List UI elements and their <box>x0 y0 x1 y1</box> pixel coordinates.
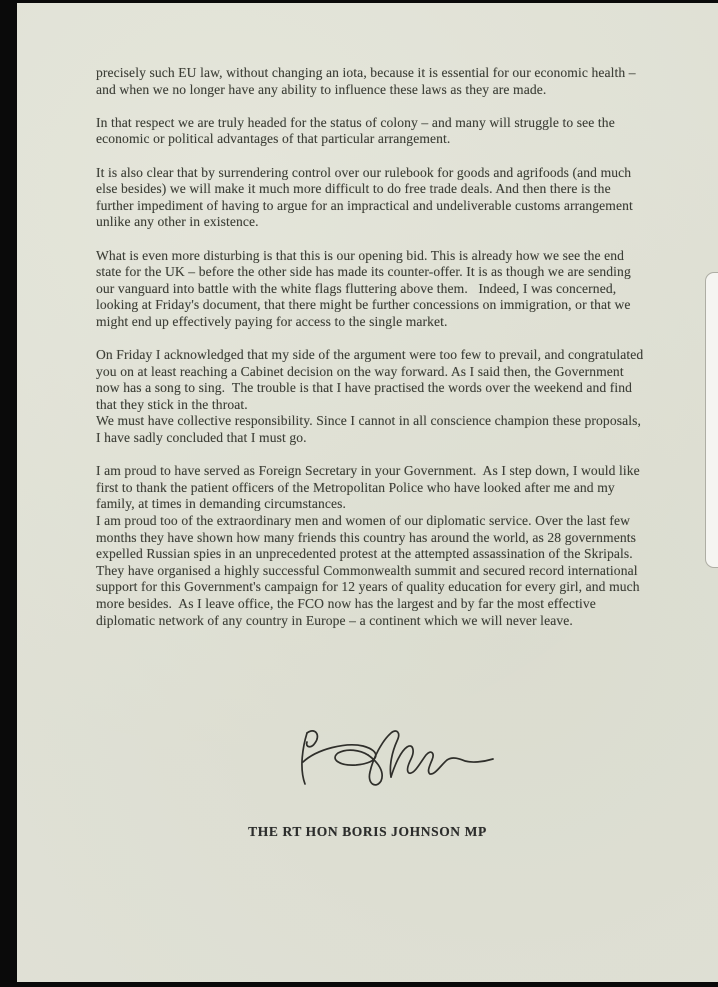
letter-paragraph: On Friday I acknowledged that my side of the argument were too few to prevail, and congratulated you on at least reaching a Cabinet decision on the way forward. As I said then, the Government now has a song to sing. The trouble is that I have practised the words over the weekend and find that they stick in the throat. We must have collective responsibility. Since I cannot in all conscience champion these proposals, I have sadly concluded that I must go. <box>96 347 647 446</box>
signatory-name: THE RT HON BORIS JOHNSON MP <box>248 824 487 839</box>
letter-page <box>17 3 718 982</box>
scroll-indicator[interactable] <box>705 272 718 568</box>
signature <box>290 726 500 794</box>
letter-paragraphs <box>96 65 647 646</box>
letter-paragraph: I am proud to have served as Foreign Secretary in your Government. As I step down, I would like first to thank the patient officers of the Metropolitan Police who have looked after me and my family, at times in demanding circumstances. I am proud too of the extraordinary men and women of our diplomatic service. Over the last few months they have shown how many friends this country has around the world, as 28 governments expelled Russian spies in an unprecedented protest at the attempted assassination of the Skripals. They have organised a highly successful Commonwealth summit and secured record international support for this Government's campaign for 12 years of quality education for every girl, and much more besides. As I leave office, the FCO now has the largest and by far the most effective diplomatic network of any country in Europe – a continent which we will never leave. <box>96 463 644 628</box>
letter-paragraph: precisely such EU law, without changing an iota, because it is essential for our economic health – and when we no longer have any ability to influence these laws as they are made. <box>96 65 640 97</box>
letter-paragraph: It is also clear that by surrendering control over our rulebook for goods and agrifoods (and much else besides) we will make it much more difficult to do free trade deals. And then there is the further impediment of having to argue for an impractical and undeliverable customs arrangement unlike any other in existence. <box>96 164 637 230</box>
letter-paragraph: In that respect we are truly headed for the status of colony – and many will struggle to see the economic or political advantages of that particular arrangement. <box>96 114 619 147</box>
signature-ink <box>290 726 500 794</box>
letter-paragraph: What is even more disturbing is that this is our opening bid. This is already how we see the end state for the UK – before the other side has made its counter-offer. It is as though we are sending our vanguard into battle with the white flags fluttering above them. Indeed, I was concerned, looking at Friday's document, that there might be further concessions on immigration, or that we might end up effectively paying for access to the single market. <box>96 247 635 329</box>
